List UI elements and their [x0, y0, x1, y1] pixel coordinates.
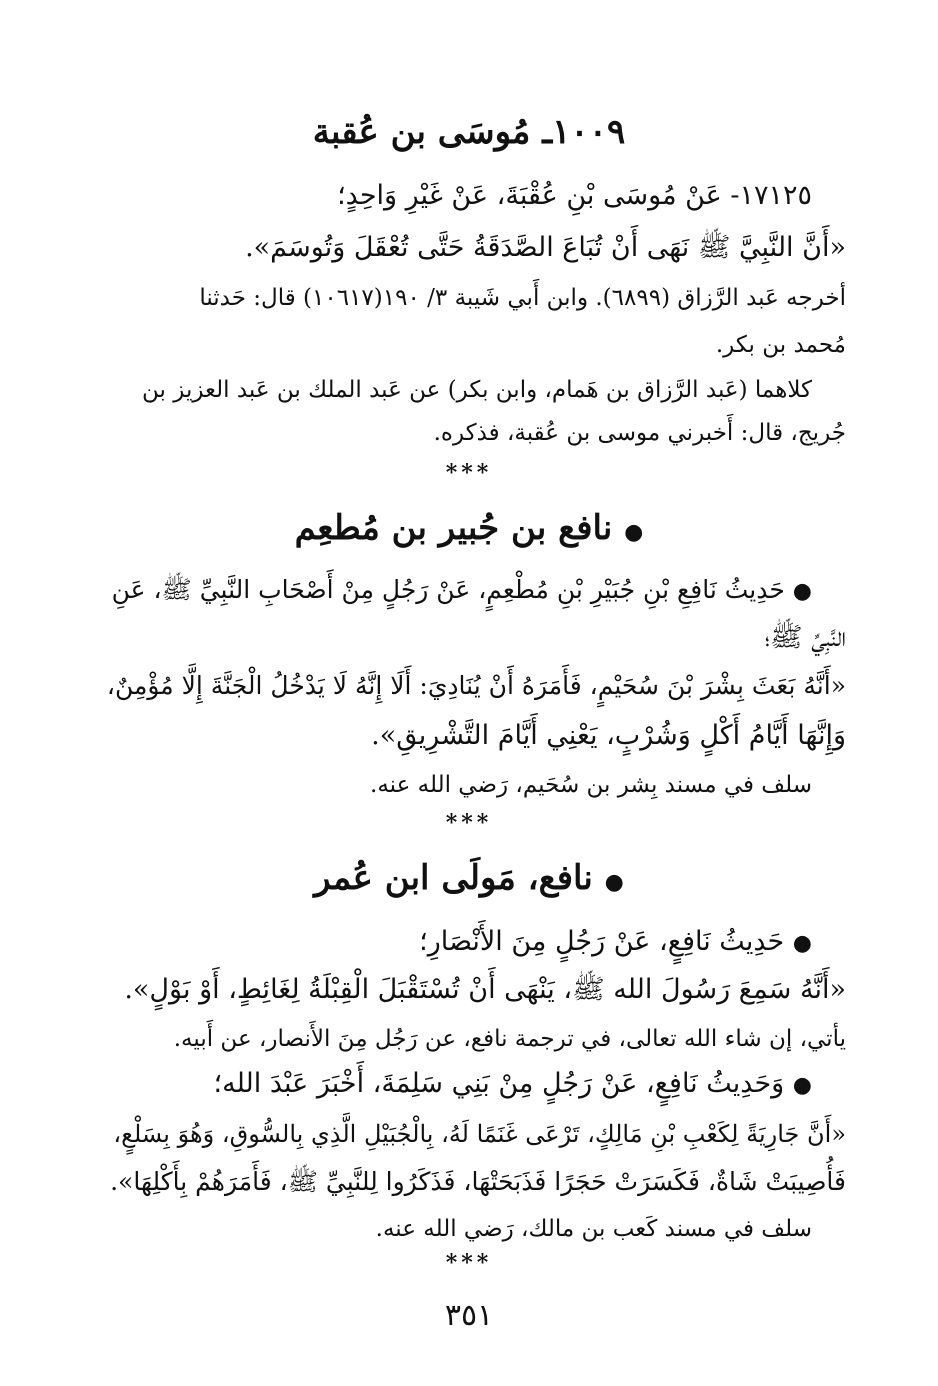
section-divider: ***: [445, 1250, 493, 1276]
hadith-line: «أَنَّهُ بَعَثَ بِشْرَ بْنَ سُحَيْمٍ، فَأَمَرَهُ أَنْ يُنَادِيَ: أَلَا إِنَّهُ لَا يَدْخُلُ الْجَنَّةَ إِلَّا مُؤْمِنٌ،: [106, 671, 846, 700]
hadith-line: فَأُصِيبَتْ شَاةٌ، فَكَسَرَتْ حَجَرًا فَذَبَحَتْهَا، فَذَكَرُوا لِلنَّبِيِّ ﷺ، فَأَمَرَهُمْ بِأَكْلِهَا».: [110, 1167, 846, 1196]
hadith-text: وَحَدِيثُ نَافِعٍ، عَنْ رَجُلٍ مِنْ بَنِي سَلِمَةَ، أَخْبَرَ عَبْدَ الله؛: [213, 1068, 785, 1099]
section-divider: ***: [445, 810, 493, 836]
section-heading-musa: ١٠٠٩ـ مُوسَى بن عُقبة: [312, 112, 626, 152]
hadith-line: «أَنَّ النَّبِيَّ ﷺ نَهَى أَنْ تُبَاعَ الصَّدَقَةُ حَتَّى تُعْقَلَ وَتُوسَمَ».: [245, 232, 846, 263]
footnote-line: جُريج، قال: أَخبرني موسى بن عُقبة، فذكره.: [433, 420, 846, 446]
footnote-line: أخرجه عَبد الرَّزاق (٦٨٩٩). وابن أَبي شَيبة ٣/ ١٩٠(١٠٦١٧) قال: حَدثنا: [199, 285, 846, 311]
section-divider: ***: [445, 460, 493, 486]
bullet-icon: ●: [792, 931, 812, 956]
hadith-line: [100, 1060, 846, 1110]
footnote-line: يأتي، إن شاء الله تعالى، في ترجمة نافع، عن رَجُل مِنَ الأَنصار، عن أَبيه.: [173, 1026, 846, 1052]
footnote-line: سلف في مسند بِشر بن سُحَيم، رَضي الله عنه.: [370, 772, 812, 798]
hadith-text: حَدِيثُ نَافِعٍ، عَنْ رَجُلٍ مِنَ الأَنْصَارِ؛: [419, 926, 785, 957]
section-heading-nafi-mawla: [0, 858, 938, 898]
hadith-line: ١٧١٢٥- عَنْ مُوسَى بْنِ عُقْبَةَ، عَنْ غَيْرِ وَاحِدٍ؛: [337, 180, 812, 211]
page-number: ٣٥١: [444, 1298, 494, 1333]
hadith-line: «أَنَّ جَارِيَةً لِكَعْبِ بْنِ مَالِكٍ، تَرْعَى غَنَمًا لَهُ، بِالْجُبَيْلِ الَّذِي بِالسُّوقِ، وَهُوَ بِسَلْعٍ،: [113, 1120, 846, 1148]
hadith-line: وَإِنَّهَا أَيَّامُ أَكْلٍ وَشُرْبٍ، يَعْنِي أَيَّامَ التَّشْرِيقِ».: [371, 720, 846, 751]
hadith-line: [100, 566, 846, 616]
bullet-icon: ●: [792, 579, 812, 604]
footnote-line: كلاهما (عَبد الرَّزاق بن هَمام، وابن بكر) عن عَبد الملك بن عَبد العزيز بن: [142, 377, 812, 403]
bullet-icon: ●: [624, 519, 644, 545]
section-heading-text: نافع، مَولَى ابن عُمر: [314, 858, 593, 898]
section-heading-text: نافع بن جُبير بن مُطعِم: [294, 508, 613, 548]
hadith-line: «أَنَّهُ سَمِعَ رَسُولَ الله ﷺ، يَنْهَى أَنْ تُسْتَقْبَلَ الْقِبْلَةُ لِغَائِطٍ، أَوْ بَوْلٍ».: [124, 974, 846, 1005]
bullet-icon: ●: [792, 1073, 812, 1098]
hadith-line: [100, 918, 846, 968]
hadith-text: حَدِيثُ نَافِعِ بْنِ جُبَيْرِ بْنِ مُطْعِمٍ، عَنْ رَجُلٍ مِنْ أَصْحَابِ النَّبِيِّ ﷺ، عَنِ: [111, 575, 785, 604]
hadith-line: النَّبِيِّ ﷺ؛: [764, 622, 846, 653]
bullet-icon: ●: [604, 869, 624, 895]
footnote-line: سلف في مسند كَعب بن مالك، رَضي الله عنه.: [375, 1216, 812, 1242]
section-heading-nafi-jubair: [0, 508, 938, 548]
footnote-line: مُحمد بن بكر.: [715, 332, 846, 358]
